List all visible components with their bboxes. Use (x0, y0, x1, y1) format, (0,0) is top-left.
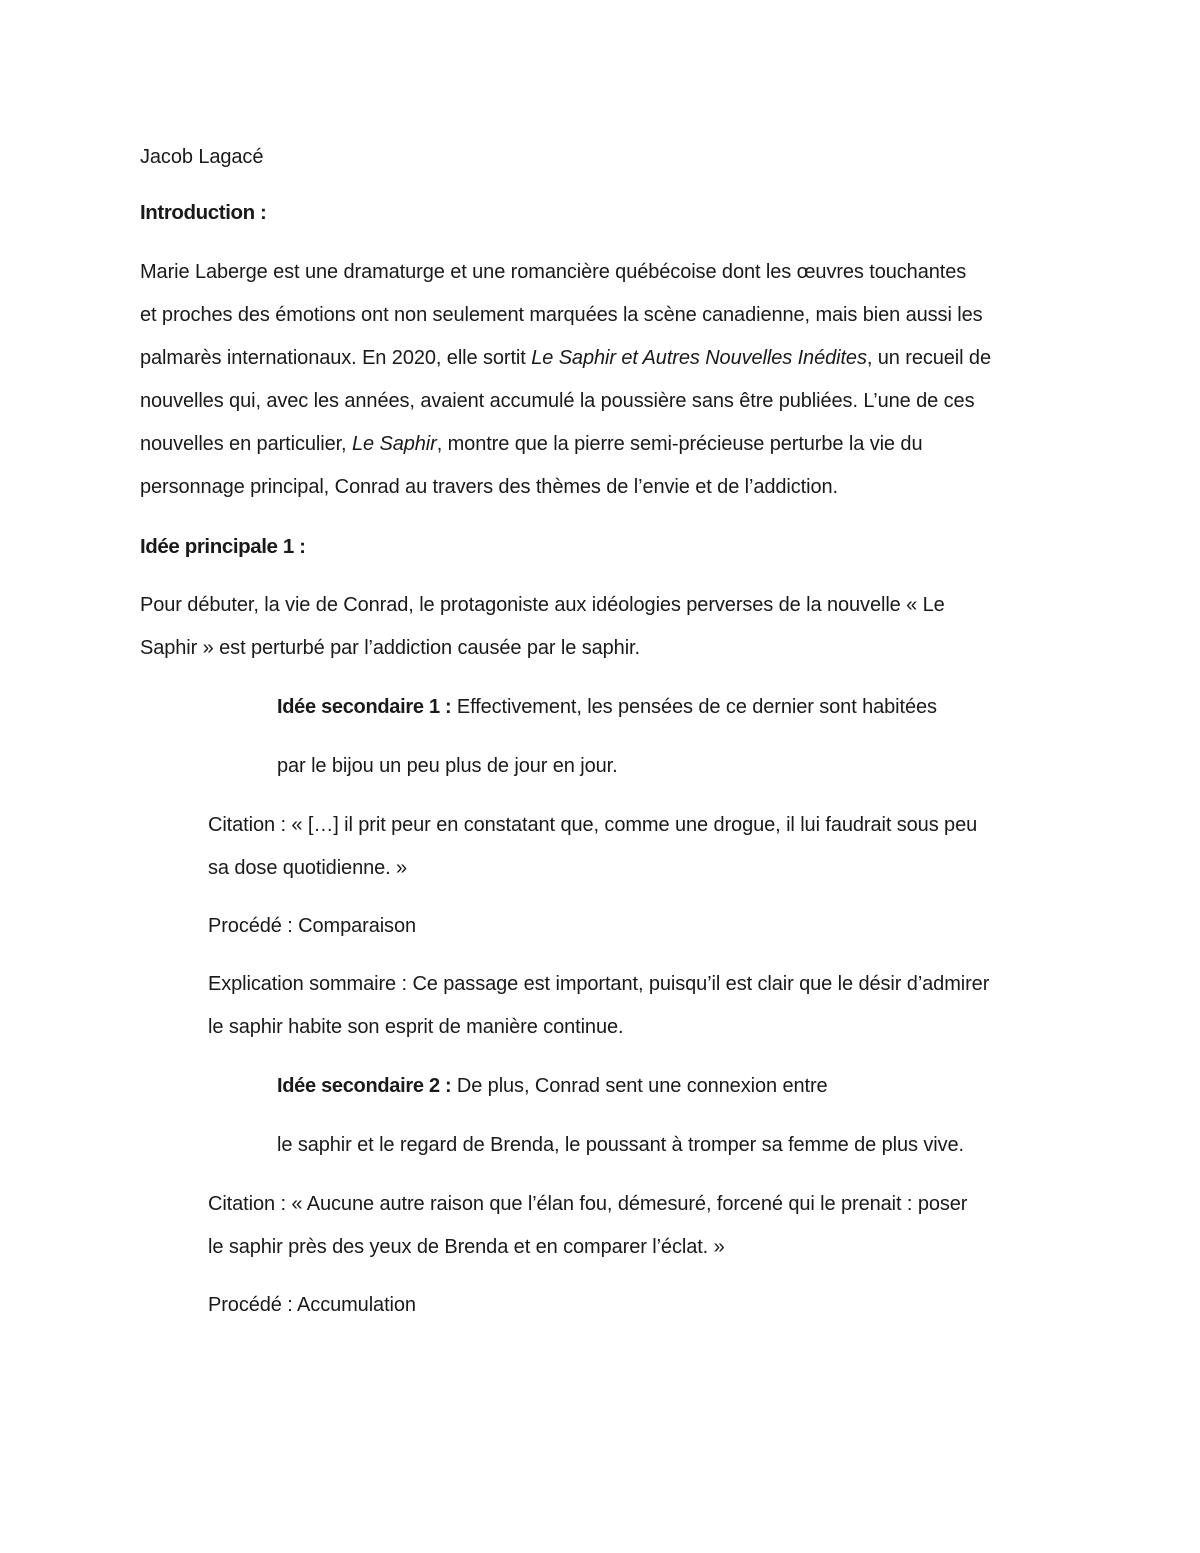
procede-1: Procédé : Comparaison (208, 915, 417, 937)
idee-secondaire-1-line-2: par le bijou un peu plus de jour en jour. (277, 755, 618, 777)
idee-secondaire-2-text: De plus, Conrad sent une connexion entre (451, 1075, 828, 1097)
idee-principale-1-line-1: Pour débuter, la vie de Conrad, le protagoniste aux idéologies perverses de la nouvelle « Le (140, 594, 945, 616)
introduction-line-2: et proches des émotions ont non seulement marquées la scène canadienne, mais bien aussi les (140, 304, 983, 326)
idee-secondaire-1-label: Idée secondaire 1 : (277, 696, 452, 718)
citation-2-line-1: Citation : « Aucune autre raison que l’élan fou, démesuré, forcené qui le prenait : poser (208, 1193, 968, 1215)
citation-2-line-2: le saphir près des yeux de Brenda et en comparer l’éclat. » (208, 1236, 725, 1258)
citation-1-line-1: Citation : « […] il prit peur en constatant que, comme une drogue, il lui faudrait sous peu (208, 814, 978, 836)
idee-principale-1-line-2: Saphir » est perturbé par l’addiction causée par le saphir. (140, 637, 640, 659)
explication-line-2: le saphir habite son esprit de manière continue. (208, 1016, 624, 1038)
introduction-line-3-pre: palmarès internationaux. En 2020, elle sortit (140, 347, 532, 369)
procede-2: Procédé : Accumulation (208, 1294, 416, 1316)
idee-secondaire-2-label: Idée secondaire 2 : (277, 1075, 452, 1097)
idee-principale-1-heading: Idée principale 1 : (140, 535, 306, 558)
introduction-line-5-post: , montre que la pierre semi-précieuse perturbe la vie du (436, 433, 923, 455)
introduction-line-3 (140, 345, 991, 371)
introduction-line-5-pre: nouvelles en particulier, (140, 433, 352, 455)
story-title: Le Saphir (351, 433, 437, 455)
introduction-heading: Introduction : (140, 201, 267, 224)
introduction-line-3-post: , un recueil de (866, 347, 991, 369)
idee-secondaire-2-line-2: le saphir et le regard de Brenda, le poussant à tromper sa femme de plus vive. (277, 1134, 965, 1156)
idee-secondaire-2-line-1 (277, 1073, 828, 1099)
introduction-line-4: nouvelles qui, avec les années, avaient accumulé la poussière sans être publiées. L’une de ces (140, 390, 975, 412)
idee-secondaire-1-line-1 (277, 694, 937, 720)
introduction-line-1: Marie Laberge est une dramaturge et une romancière québécoise dont les œuvres touchantes (140, 261, 967, 283)
citation-1-line-2: sa dose quotidienne. » (208, 857, 408, 879)
introduction-line-6: personnage principal, Conrad au travers des thèmes de l’envie et de l’addiction. (140, 476, 838, 498)
author-name: Jacob Lagacé (140, 146, 264, 168)
book-title: Le Saphir et Autres Nouvelles Inédites (531, 347, 867, 369)
explication-line-1: Explication sommaire : Ce passage est important, puisqu’il est clair que le désir d’admirer (208, 973, 990, 995)
introduction-line-5 (140, 431, 922, 457)
idee-secondaire-1-text: Effectivement, les pensées de ce dernier sont habitées (451, 696, 937, 718)
